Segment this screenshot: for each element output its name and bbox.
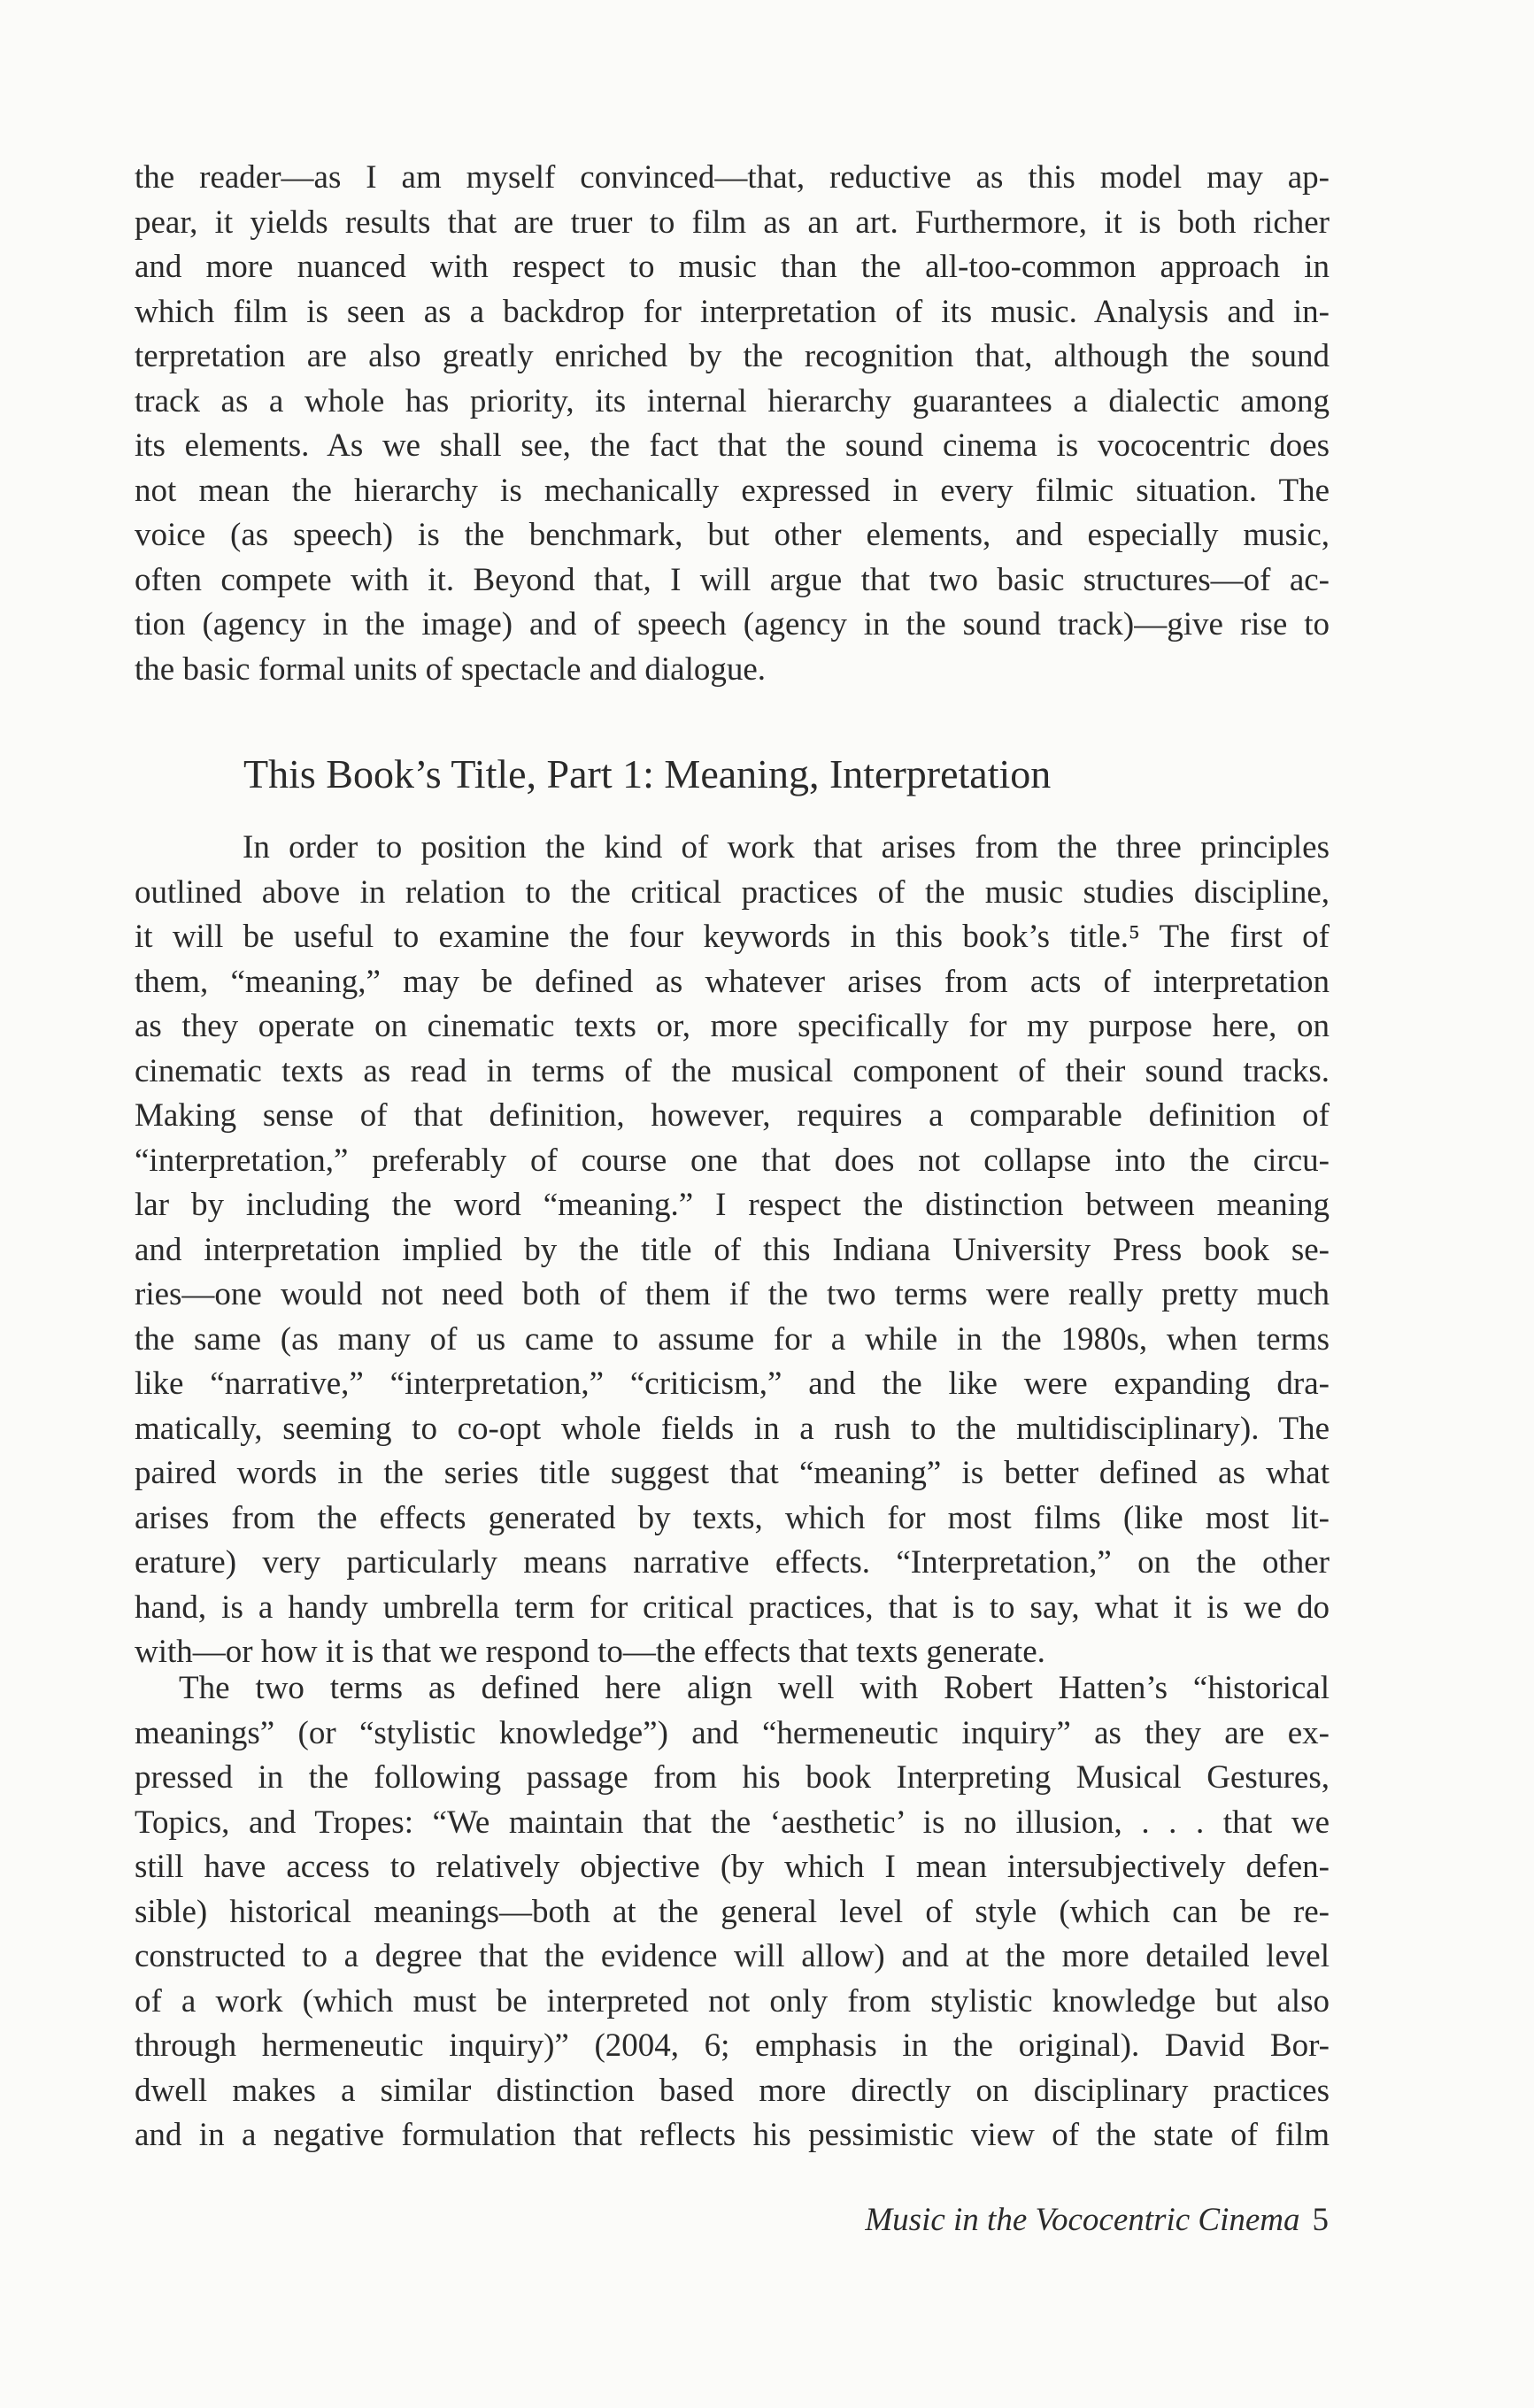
text-line: terpretation are also greatly enriched by the recognition that, although the sound (135, 338, 1330, 374)
text-line: pear, it yields results that are truer to film as an art. Furthermore, it is both richer (135, 204, 1330, 241)
text-line: paired words in the series title suggest that “meaning” is better defined as what (135, 1455, 1330, 1491)
body-paragraph-hatten (135, 1666, 1330, 2158)
text-line: through hermeneutic inquiry)” (2004, 6; emphasis in the original). David Bor- (135, 2027, 1330, 2064)
text-line: and interpretation implied by the title of this Indiana University Press book se- (135, 1231, 1330, 1268)
text-line: the basic formal units of spectacle and dialogue. (135, 650, 767, 688)
text-line: constructed to a degree that the evidence will allow) and at the more detailed level (135, 1938, 1330, 1974)
text-line: and more nuanced with respect to music than the all-too-common approach in (135, 249, 1330, 285)
text-line: the same (as many of us came to assume for a while in the 1980s, when terms (135, 1320, 1330, 1358)
text-line: In order to position the kind of work that arises from the three principles (243, 829, 1330, 865)
text-line: which film is seen as a backdrop for interpretation of its music. Analysis and in- (135, 293, 1330, 330)
text-line: often compete with it. Beyond that, I will argue that two basic structures—of ac- (135, 561, 1330, 598)
text-line: as they operate on cinematic texts or, more specifically for my purpose here, on (135, 1008, 1330, 1044)
text-line: cinematic texts as read in terms of the musical component of their sound tracks. (135, 1052, 1330, 1089)
text-line: voice (as speech) is the benchmark, but other elements, and especially music, (135, 517, 1330, 553)
text-line: matically, seeming to co-opt whole fields in a rush to the multidisciplinary). The (135, 1410, 1330, 1447)
text-line: lar by including the word “meaning.” I respect the distinction between meaning (135, 1187, 1330, 1223)
text-line: the reader—as I am myself convinced—that, reductive as this model may ap- (135, 159, 1330, 196)
text-line: Making sense of that definition, however, requires a comparable definition of (135, 1097, 1330, 1134)
text-line: arises from the effects generated by texts, which for most films (like most lit- (135, 1499, 1330, 1536)
text-line: sible) historical meanings—both at the general level of style (which can be re- (135, 1893, 1330, 1930)
body-paragraph-meaning (135, 826, 1330, 1675)
text-line: dwell makes a similar distinction based more directly on disciplinary practices (135, 2072, 1330, 2109)
text-line: meanings” (or “stylistic knowledge”) and “hermeneutic inquiry” as they are ex- (135, 1714, 1330, 1751)
text-line: pressed in the following passage from his book Interpreting Musical Gestures, (135, 1759, 1330, 1796)
text-line: still have access to relatively objective (by which I mean intersubjectively defen- (135, 1849, 1330, 1885)
text-line: “interpretation,” preferably of course one that does not collapse into the circu- (135, 1142, 1330, 1179)
text-line: outlined above in relation to the critical practices of the music studies discipline, (135, 873, 1330, 911)
text-line: The two terms as defined here align well with Robert Hatten’s “historical (179, 1670, 1330, 1706)
text-line: erature) very particularly means narrative effects. “Interpretation,” on the other (135, 1544, 1330, 1581)
body-paragraph-top (135, 156, 1330, 692)
text-line: it will be useful to examine the four keywords in this book’s title.⁵ The first of (135, 919, 1330, 955)
text-line: like “narrative,” “interpretation,” “criticism,” and the like were expanding dra- (135, 1366, 1330, 1402)
text-line: its elements. As we shall see, the fact that the sound cinema is vococentric does (135, 427, 1330, 464)
text-line: of a work (which must be interpreted not only from stylistic knowledge but also (135, 1982, 1330, 2019)
footer-book-title: Music in the Vococentric Cinema (865, 2202, 1300, 2238)
text-line: not mean the hierarchy is mechanically expressed in every filmic situation. The (135, 472, 1330, 509)
text-line: Topics, and Tropes: “We maintain that the ‘aesthetic’ is no illusion, . . . that we (135, 1804, 1330, 1841)
text-line: them, “meaning,” may be defined as whatever arises from acts of interpretation (135, 963, 1330, 1000)
text-line: tion (agency in the image) and of speech (agency in the sound track)—give rise to (135, 606, 1330, 642)
page-number: 5 (1312, 2202, 1329, 2238)
running-footer (865, 2201, 1329, 2239)
text-line: track as a whole has priority, its internal hierarchy guarantees a dialectic among (135, 382, 1330, 419)
text-line: ries—one would not need both of them if the two terms were really pretty much (135, 1276, 1330, 1312)
text-line: hand, is a handy umbrella term for critical practices, that is to say, what it is we do (135, 1589, 1330, 1626)
section-heading: This Book’s Title, Part 1: Meaning, Interpretation (243, 751, 1052, 796)
text-line: with—or how it is that we respond to—the effects that texts generate. (135, 1634, 1045, 1670)
text-line: and in a negative formulation that reflects his pessimistic view of the state of film (135, 2117, 1330, 2153)
